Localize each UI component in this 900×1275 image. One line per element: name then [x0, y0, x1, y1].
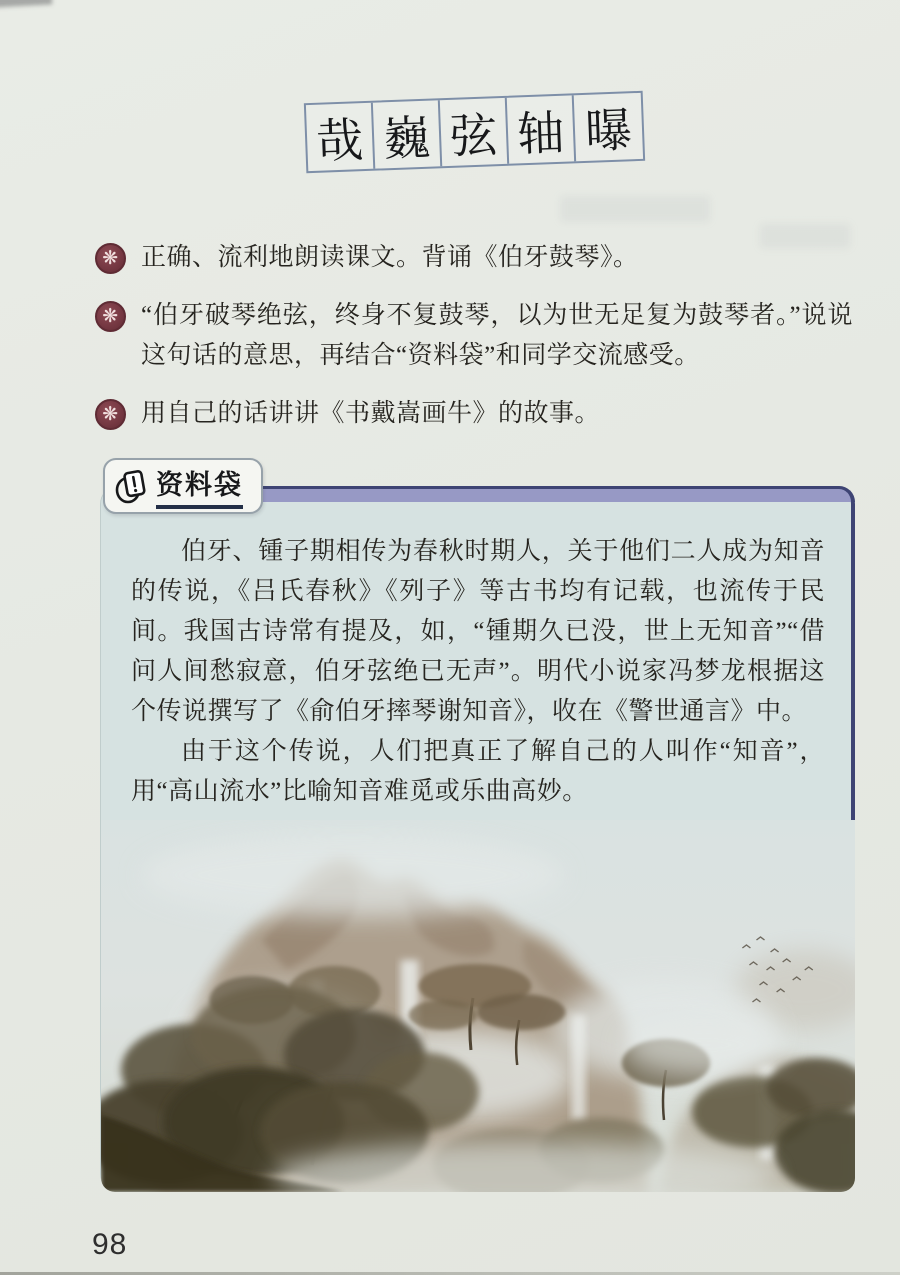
ziliaodai-top-bar — [251, 486, 855, 502]
objective-text: 用自己的话讲讲《书戴嵩画牛》的故事。 — [141, 399, 601, 427]
seal-flower-icon: ❋ — [95, 399, 126, 430]
page-number: 98 — [92, 1228, 128, 1261]
objective-item — [95, 296, 853, 377]
ziliaodai-box — [100, 470, 855, 1192]
objective-item — [95, 238, 853, 279]
objective-text: 正确、流利地朗读课文。背诵《伯牙鼓琴》。 — [141, 244, 639, 271]
new-character: 巍 — [373, 100, 442, 168]
ziliaodai-title: 资料袋 — [156, 463, 243, 509]
ziliaodai-text — [131, 532, 825, 812]
landscape-painting — [101, 820, 855, 1192]
scan-artifact — [0, 0, 52, 8]
ziliaodai-tab — [103, 458, 263, 514]
new-character: 弦 — [440, 98, 509, 166]
objectives-list — [95, 238, 853, 451]
page-bleedthrough — [560, 196, 710, 222]
notebook-icon — [115, 468, 149, 504]
new-character: 哉 — [306, 103, 375, 171]
objective-text: “伯牙破琴绝弦，终身不复鼓琴，以为世无足复为鼓琴者。”说说这句话的意思，再结合“资料袋”和同学交流感受。 — [141, 301, 853, 369]
seal-flower-icon: ❋ — [95, 301, 126, 332]
new-character: 轴 — [507, 95, 576, 163]
seal-flower-icon: ❋ — [95, 243, 126, 274]
new-characters-grid — [304, 91, 645, 173]
new-character: 曝 — [584, 104, 634, 159]
ziliaodai-paragraph: 伯牙、锺子期相传为春秋时期人，关于他们二人成为知音的传说，《吕氏春秋》《列子》等古书均有记载，也流传于民间。我国古诗常有提及，如，“锺期久已没，世上无知音”“借问人间愁寂意，伯牙弦绝已无声”。明代小说家冯梦龙根据这个传说撰写了《俞伯牙摔琴谢知音》，收在《警世通言》中。 — [131, 538, 825, 725]
ziliaodai-paragraph: 由于这个传说，人们把真正了解自己的人叫作“知音”，用“高山流水”比喻知音难觅或乐曲高妙。 — [131, 738, 825, 805]
objective-item — [95, 394, 853, 435]
